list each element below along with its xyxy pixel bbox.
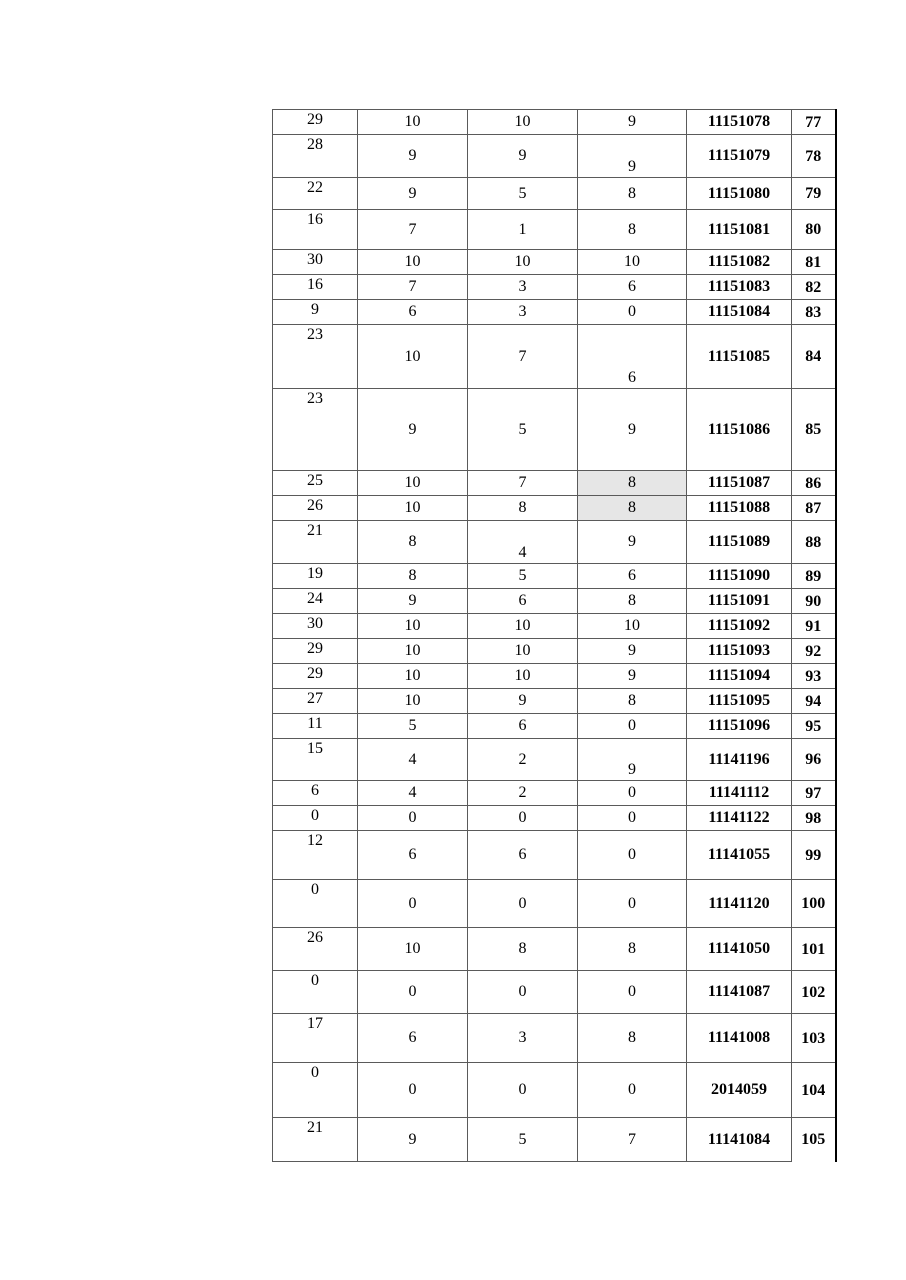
cell-score-b: 9 — [468, 135, 578, 178]
cell-score-a: 9 — [358, 178, 468, 210]
cell-row-number: 82 — [792, 275, 836, 300]
cell-row-number: 96 — [792, 739, 836, 781]
cell-score-a: 4 — [358, 739, 468, 781]
cell-total: 29 — [273, 639, 358, 664]
cell-score-c: 0 — [578, 880, 687, 928]
cell-total: 12 — [273, 831, 358, 880]
cell-student-id: 11141055 — [687, 831, 792, 880]
cell-student-id: 11151089 — [687, 521, 792, 564]
cell-score-c: 6 — [578, 325, 687, 389]
cell-total: 15 — [273, 739, 358, 781]
cell-total: 19 — [273, 564, 358, 589]
grades-table-body — [273, 110, 836, 1162]
cell-score-b: 10 — [468, 664, 578, 689]
cell-score-b: 5 — [468, 389, 578, 471]
table-row — [273, 471, 836, 496]
cell-row-number: 86 — [792, 471, 836, 496]
cell-total: 23 — [273, 389, 358, 471]
cell-student-id: 11151095 — [687, 689, 792, 714]
table-row — [273, 325, 836, 389]
cell-row-number: 105 — [792, 1118, 836, 1162]
cell-score-b: 7 — [468, 471, 578, 496]
cell-score-a: 5 — [358, 714, 468, 739]
cell-student-id: 11141196 — [687, 739, 792, 781]
cell-total: 22 — [273, 178, 358, 210]
cell-score-c: 8 — [578, 689, 687, 714]
cell-total: 11 — [273, 714, 358, 739]
cell-score-b: 9 — [468, 689, 578, 714]
cell-score-b: 5 — [468, 1118, 578, 1162]
cell-student-id: 11141008 — [687, 1014, 792, 1063]
cell-score-a: 0 — [358, 1063, 468, 1118]
table-row — [273, 806, 836, 831]
cell-row-number: 88 — [792, 521, 836, 564]
cell-score-b: 0 — [468, 880, 578, 928]
cell-student-id: 11151090 — [687, 564, 792, 589]
cell-score-b: 5 — [468, 564, 578, 589]
cell-score-c: 8 — [578, 178, 687, 210]
cell-student-id: 11151086 — [687, 389, 792, 471]
cell-total: 30 — [273, 250, 358, 275]
cell-score-b: 3 — [468, 275, 578, 300]
cell-score-b: 1 — [468, 210, 578, 250]
cell-student-id: 11151094 — [687, 664, 792, 689]
cell-score-c: 8 — [578, 496, 687, 521]
cell-total: 9 — [273, 300, 358, 325]
cell-score-a: 0 — [358, 806, 468, 831]
cell-row-number: 92 — [792, 639, 836, 664]
table-row — [273, 880, 836, 928]
table-row — [273, 1063, 836, 1118]
table-row — [273, 781, 836, 806]
cell-score-b: 3 — [468, 1014, 578, 1063]
cell-total: 27 — [273, 689, 358, 714]
cell-score-c: 6 — [578, 275, 687, 300]
cell-total: 30 — [273, 614, 358, 639]
cell-student-id: 11151091 — [687, 589, 792, 614]
cell-total: 26 — [273, 928, 358, 971]
cell-row-number: 94 — [792, 689, 836, 714]
cell-score-c: 9 — [578, 639, 687, 664]
cell-row-number: 99 — [792, 831, 836, 880]
table-row — [273, 275, 836, 300]
cell-row-number: 93 — [792, 664, 836, 689]
cell-student-id: 11151084 — [687, 300, 792, 325]
cell-score-c: 10 — [578, 614, 687, 639]
cell-score-b: 8 — [468, 928, 578, 971]
cell-student-id: 11151096 — [687, 714, 792, 739]
cell-student-id: 2014059 — [687, 1063, 792, 1118]
table-row — [273, 389, 836, 471]
cell-row-number: 101 — [792, 928, 836, 971]
cell-student-id: 11151087 — [687, 471, 792, 496]
cell-score-c: 9 — [578, 664, 687, 689]
cell-row-number: 83 — [792, 300, 836, 325]
cell-score-a: 8 — [358, 564, 468, 589]
cell-total: 0 — [273, 880, 358, 928]
cell-score-c: 8 — [578, 210, 687, 250]
cell-score-c: 0 — [578, 714, 687, 739]
cell-score-a: 10 — [358, 250, 468, 275]
cell-row-number: 98 — [792, 806, 836, 831]
cell-student-id: 11141087 — [687, 971, 792, 1014]
cell-student-id: 11151092 — [687, 614, 792, 639]
table-row — [273, 928, 836, 971]
cell-total: 26 — [273, 496, 358, 521]
cell-score-a: 0 — [358, 880, 468, 928]
cell-score-a: 4 — [358, 781, 468, 806]
cell-score-a: 10 — [358, 664, 468, 689]
cell-score-b: 0 — [468, 971, 578, 1014]
cell-student-id: 11141112 — [687, 781, 792, 806]
table-row — [273, 639, 836, 664]
cell-score-c: 9 — [578, 110, 687, 135]
cell-total: 16 — [273, 275, 358, 300]
cell-row-number: 80 — [792, 210, 836, 250]
cell-score-a: 10 — [358, 471, 468, 496]
cell-row-number: 104 — [792, 1063, 836, 1118]
cell-score-c: 0 — [578, 806, 687, 831]
cell-score-b: 10 — [468, 250, 578, 275]
cell-score-b: 4 — [468, 521, 578, 564]
table-row — [273, 135, 836, 178]
cell-score-a: 6 — [358, 1014, 468, 1063]
cell-student-id: 11151081 — [687, 210, 792, 250]
cell-score-c: 9 — [578, 135, 687, 178]
cell-score-a: 0 — [358, 971, 468, 1014]
cell-score-c: 9 — [578, 389, 687, 471]
cell-student-id: 11141084 — [687, 1118, 792, 1162]
table-row — [273, 614, 836, 639]
cell-row-number: 89 — [792, 564, 836, 589]
cell-score-b: 10 — [468, 110, 578, 135]
cell-total: 23 — [273, 325, 358, 389]
cell-score-b: 2 — [468, 781, 578, 806]
cell-total: 25 — [273, 471, 358, 496]
table-row — [273, 971, 836, 1014]
cell-row-number: 95 — [792, 714, 836, 739]
cell-score-c: 0 — [578, 300, 687, 325]
cell-total: 21 — [273, 1118, 358, 1162]
cell-score-c: 8 — [578, 589, 687, 614]
cell-total: 28 — [273, 135, 358, 178]
cell-score-c: 7 — [578, 1118, 687, 1162]
cell-student-id: 11151082 — [687, 250, 792, 275]
cell-total: 6 — [273, 781, 358, 806]
cell-score-a: 10 — [358, 689, 468, 714]
cell-total: 0 — [273, 806, 358, 831]
cell-row-number: 78 — [792, 135, 836, 178]
cell-row-number: 103 — [792, 1014, 836, 1063]
cell-score-b: 3 — [468, 300, 578, 325]
cell-total: 21 — [273, 521, 358, 564]
cell-row-number: 97 — [792, 781, 836, 806]
table-row — [273, 664, 836, 689]
cell-row-number: 85 — [792, 389, 836, 471]
table-row — [273, 110, 836, 135]
cell-score-a: 9 — [358, 389, 468, 471]
cell-score-a: 10 — [358, 325, 468, 389]
cell-score-a: 9 — [358, 135, 468, 178]
cell-row-number: 102 — [792, 971, 836, 1014]
cell-score-b: 0 — [468, 806, 578, 831]
cell-score-b: 6 — [468, 831, 578, 880]
table-row — [273, 250, 836, 275]
cell-total: 29 — [273, 110, 358, 135]
cell-total: 0 — [273, 1063, 358, 1118]
cell-score-a: 6 — [358, 300, 468, 325]
cell-score-a: 10 — [358, 928, 468, 971]
table-row — [273, 521, 836, 564]
cell-row-number: 77 — [792, 110, 836, 135]
cell-score-c: 8 — [578, 1014, 687, 1063]
table-row — [273, 739, 836, 781]
grades-table — [272, 109, 837, 1162]
cell-score-a: 7 — [358, 210, 468, 250]
cell-student-id: 11151085 — [687, 325, 792, 389]
cell-row-number: 87 — [792, 496, 836, 521]
cell-score-a: 10 — [358, 110, 468, 135]
cell-score-c: 8 — [578, 928, 687, 971]
table-row — [273, 714, 836, 739]
cell-score-c: 9 — [578, 521, 687, 564]
cell-student-id: 11151093 — [687, 639, 792, 664]
cell-score-b: 7 — [468, 325, 578, 389]
cell-score-b: 0 — [468, 1063, 578, 1118]
cell-total: 0 — [273, 971, 358, 1014]
cell-row-number: 81 — [792, 250, 836, 275]
cell-student-id: 11151079 — [687, 135, 792, 178]
cell-score-c: 0 — [578, 781, 687, 806]
cell-score-b: 10 — [468, 639, 578, 664]
table-row — [273, 178, 836, 210]
table-row — [273, 689, 836, 714]
cell-student-id: 11151080 — [687, 178, 792, 210]
table-row — [273, 831, 836, 880]
cell-student-id: 11141122 — [687, 806, 792, 831]
table-row — [273, 589, 836, 614]
cell-student-id: 11141050 — [687, 928, 792, 971]
cell-score-a: 10 — [358, 496, 468, 521]
cell-total: 29 — [273, 664, 358, 689]
cell-score-a: 10 — [358, 639, 468, 664]
cell-score-a: 10 — [358, 614, 468, 639]
cell-score-c: 10 — [578, 250, 687, 275]
table-row — [273, 300, 836, 325]
cell-score-a: 9 — [358, 1118, 468, 1162]
cell-student-id: 11151083 — [687, 275, 792, 300]
table-row — [273, 1118, 836, 1162]
table-row — [273, 496, 836, 521]
cell-row-number: 90 — [792, 589, 836, 614]
cell-row-number: 79 — [792, 178, 836, 210]
cell-student-id: 11151088 — [687, 496, 792, 521]
table-row — [273, 564, 836, 589]
cell-score-a: 7 — [358, 275, 468, 300]
cell-score-a: 9 — [358, 589, 468, 614]
cell-score-b: 6 — [468, 589, 578, 614]
cell-total: 17 — [273, 1014, 358, 1063]
cell-total: 16 — [273, 210, 358, 250]
cell-total: 24 — [273, 589, 358, 614]
cell-row-number: 84 — [792, 325, 836, 389]
cell-row-number: 91 — [792, 614, 836, 639]
cell-row-number: 100 — [792, 880, 836, 928]
cell-score-b: 10 — [468, 614, 578, 639]
cell-score-c: 9 — [578, 739, 687, 781]
table-row — [273, 210, 836, 250]
cell-student-id: 11141120 — [687, 880, 792, 928]
cell-score-b: 5 — [468, 178, 578, 210]
cell-score-c: 0 — [578, 831, 687, 880]
cell-score-a: 8 — [358, 521, 468, 564]
cell-score-b: 8 — [468, 496, 578, 521]
cell-score-b: 2 — [468, 739, 578, 781]
cell-score-c: 8 — [578, 471, 687, 496]
cell-score-c: 0 — [578, 1063, 687, 1118]
cell-score-c: 0 — [578, 971, 687, 1014]
cell-score-a: 6 — [358, 831, 468, 880]
cell-score-b: 6 — [468, 714, 578, 739]
table-row — [273, 1014, 836, 1063]
cell-student-id: 11151078 — [687, 110, 792, 135]
cell-score-c: 6 — [578, 564, 687, 589]
